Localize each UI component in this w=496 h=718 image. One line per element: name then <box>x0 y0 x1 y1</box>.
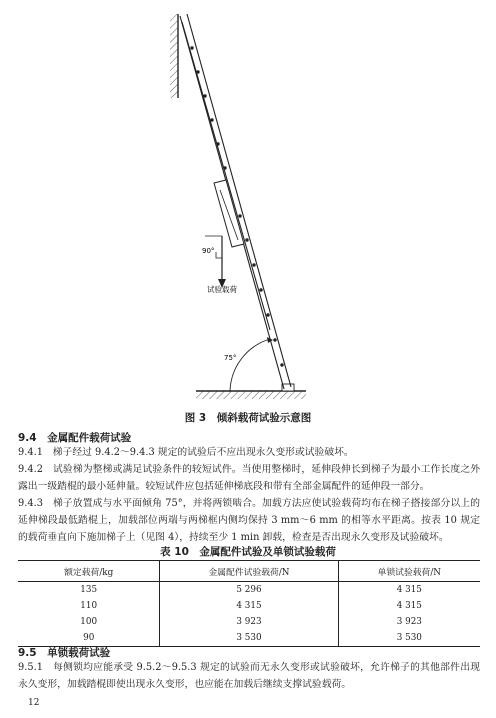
cell-metal-load: 3 530 <box>160 630 338 647</box>
cell-rated-load: 100 <box>18 614 160 630</box>
header-rated-load: 额定载荷/kg <box>18 561 160 582</box>
table-row <box>18 582 480 599</box>
cell-metal-load: 3 923 <box>160 614 338 630</box>
cell-rated-load: 110 <box>18 598 160 614</box>
section-9-4-title: 9.4 金属配件载荷试验 <box>18 432 132 444</box>
table-row <box>18 614 480 630</box>
wall-hatching <box>170 14 178 98</box>
para-9-4-2: 9.4.2 试验梯为整梯或满足试验条件的较短试件。当使用整梯时，延伸段伸长到梯子为最小工作长度之外露出一级踏棍的最小延伸量。较短试件应包括延伸梯底段和带有全部金属配件的延伸段一部分。 <box>18 464 480 492</box>
angle-75-arc <box>230 339 270 391</box>
table-header-row <box>18 561 480 582</box>
para-9-4-3: 9.4.3 梯子放置成与水平面倾角 75°，并将两锁啮合。加载方法应使试验载荷均布在梯子搭接部分以上的延伸梯段最低踏棍上，加载部位两端与两梯框内侧均保持 3 mm～6 mm 的相等水平距离。按表 10 规定的载荷垂直向下施加梯子上（见图 4），持续至少 1 min 卸载，检查是否出现永久变形及试验破坏。 <box>18 498 480 543</box>
para-9-5-1: 9.5.1 每侧锁均应能承受 9.5.2～9.5.3 规定的试验而无永久变形或试验破坏，允许梯子的其他部件出现永久变形，加载踏棍即使出现永久变形，也应能在加载后继续支撑试验载荷。 <box>18 662 480 690</box>
cell-rated-load: 90 <box>18 630 160 647</box>
header-single-lock-load: 单锁试验载荷/N <box>338 561 480 582</box>
cell-lock-load: 3 530 <box>338 630 480 647</box>
ladder <box>180 14 291 389</box>
cell-metal-load: 5 296 <box>160 582 338 599</box>
fitting-overlap <box>214 180 244 247</box>
load-label: 试验载荷 <box>207 285 237 294</box>
page-number: 12 <box>28 698 40 708</box>
cell-rated-load: 135 <box>18 582 160 599</box>
cell-metal-load: 4 315 <box>160 598 338 614</box>
load-table <box>18 560 480 647</box>
angle-90-label: 90° <box>202 247 215 255</box>
section-9-5-title: 9.5 单锁载荷试验 <box>18 647 111 659</box>
para-9-4-1: 9.4.1 梯子经过 9.4.2～9.4.3 规定的试验后不应出现永久变形或试验破坏。 <box>18 447 354 458</box>
right-angle-mark <box>216 252 222 258</box>
cell-lock-load: 4 315 <box>396 585 422 595</box>
header-metal-fitting-load: 金属配件试验载荷/N <box>160 561 338 582</box>
cell-lock-load: 3 923 <box>396 617 422 627</box>
cell-lock-load: 4 315 <box>396 601 422 611</box>
rung-dots <box>190 46 283 366</box>
angle-75-label: 75° <box>224 354 237 362</box>
table-row <box>18 598 480 614</box>
figure-caption: 图 3 倾斜载荷试验示意图 <box>184 412 312 424</box>
ground-hatching <box>196 391 306 399</box>
table-caption: 表 10 金属配件试验及单锁试验载荷 <box>160 546 336 558</box>
